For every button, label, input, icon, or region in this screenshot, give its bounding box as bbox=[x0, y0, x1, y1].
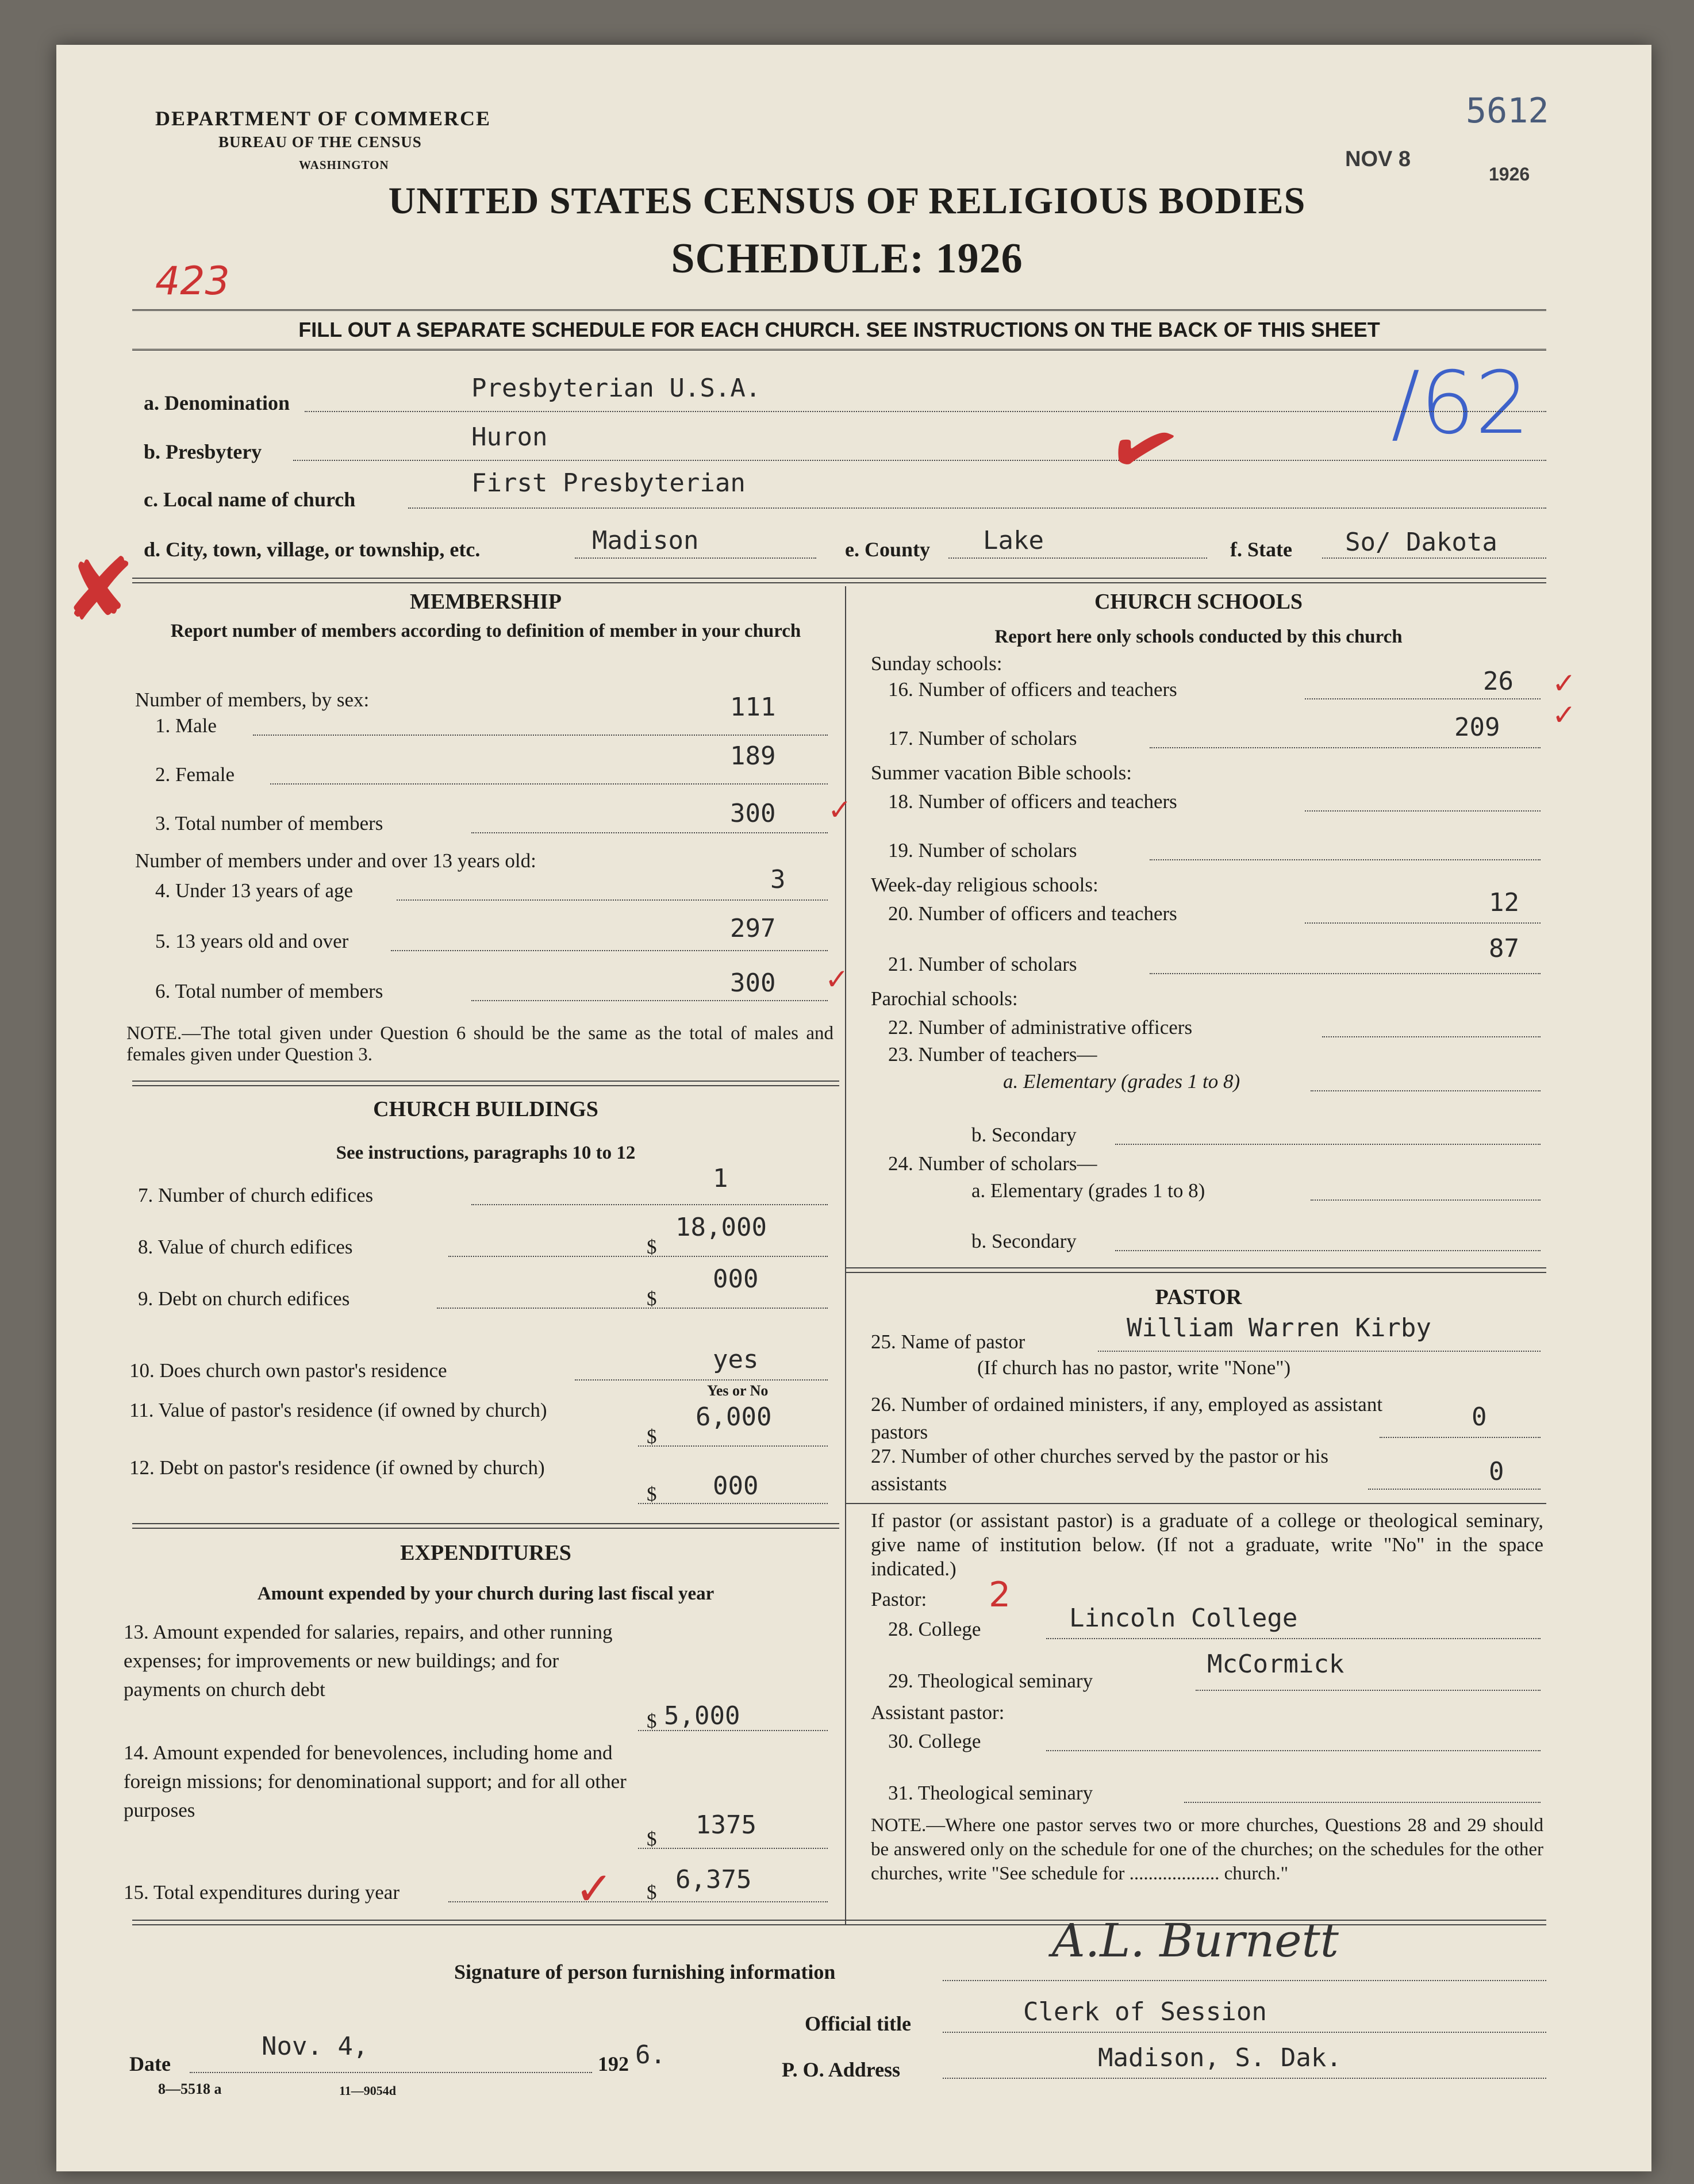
date-value[interactable]: Nov. 4, bbox=[262, 2032, 368, 2061]
dollar-sign: $ bbox=[647, 1287, 657, 1310]
q6-value[interactable]: 300 bbox=[730, 968, 776, 998]
po-address-value[interactable]: Madison, S. Dak. bbox=[1098, 2043, 1342, 2073]
state-line bbox=[1322, 557, 1546, 559]
stamp-number: 5612 bbox=[1466, 91, 1549, 131]
city-line bbox=[575, 557, 816, 559]
assistant-pastor-subheading: Assistant pastor: bbox=[871, 1701, 1005, 1724]
q24a-line bbox=[1311, 1199, 1541, 1201]
q3-label: 3. Total number of members bbox=[155, 812, 383, 835]
q25-value[interactable]: William Warren Kirby bbox=[1127, 1313, 1431, 1343]
weekday-schools-heading: Week-day religious schools: bbox=[871, 874, 1098, 896]
q20-value[interactable]: 12 bbox=[1489, 888, 1519, 917]
red-check-mark: ✓ bbox=[828, 793, 852, 826]
q29-line bbox=[1196, 1690, 1541, 1691]
date-label: Date bbox=[129, 2052, 171, 2075]
q5-value[interactable]: 297 bbox=[730, 914, 776, 943]
q14-value[interactable]: 1375 bbox=[696, 1810, 756, 1840]
print-code: 11—9054d bbox=[339, 2083, 397, 2098]
q26-label: 26. Number of ordained ministers, if any, employed as assistant pastors bbox=[871, 1393, 1383, 1443]
stamp-year: 1926 bbox=[1489, 164, 1530, 184]
dollar-sign: $ bbox=[647, 1828, 657, 1850]
q7-label: 7. Number of church edifices bbox=[138, 1184, 374, 1206]
q27-label: 27. Number of other churches served by the pastor or his assistants bbox=[871, 1445, 1329, 1495]
po-address-label: P. O. Address bbox=[782, 2058, 901, 2081]
local-name-value[interactable]: First Presbyterian bbox=[471, 468, 746, 498]
q15-value[interactable]: 6,375 bbox=[675, 1865, 752, 1894]
q20-line bbox=[1305, 922, 1541, 924]
q19-line bbox=[1150, 859, 1541, 860]
column-divider bbox=[845, 586, 846, 1925]
by-sex-intro: Number of members, by sex: bbox=[135, 689, 370, 711]
local-name-label: c. Local name of church bbox=[144, 488, 356, 511]
q18-line bbox=[1305, 810, 1541, 812]
q24b-label: b. Secondary bbox=[971, 1230, 1077, 1252]
date-year-prefix: 192 bbox=[598, 2052, 629, 2075]
q16-line bbox=[1305, 698, 1541, 699]
sunday-schools-heading: Sunday schools: bbox=[871, 652, 1002, 675]
q4-label: 4. Under 13 years of age bbox=[155, 879, 354, 902]
dollar-sign: $ bbox=[647, 1236, 657, 1258]
state-value[interactable]: So/ Dakota bbox=[1345, 528, 1497, 557]
q18-label: 18. Number of officers and teachers bbox=[888, 790, 1177, 813]
red-check-mark: ✓ bbox=[1552, 698, 1576, 732]
q9-value[interactable]: 000 bbox=[713, 1264, 759, 1294]
q15-line bbox=[448, 1901, 828, 1902]
q16-label: 16. Number of officers and teachers bbox=[888, 678, 1177, 701]
q24a-label: a. Elementary (grades 1 to 8) bbox=[971, 1179, 1205, 1202]
q17-value[interactable]: 209 bbox=[1454, 713, 1500, 742]
q27-value[interactable]: 0 bbox=[1489, 1457, 1504, 1486]
q19-label: 19. Number of scholars bbox=[888, 839, 1077, 862]
blue-annotation: /62 bbox=[1391, 353, 1530, 453]
presbytery-value[interactable]: Huron bbox=[471, 422, 548, 452]
presbytery-line bbox=[293, 460, 1546, 461]
q12-label: 12. Debt on pastor's residence (if owned by church) bbox=[129, 1456, 545, 1479]
q12-value[interactable]: 000 bbox=[713, 1471, 759, 1501]
q23b-line bbox=[1115, 1144, 1541, 1145]
section-divider bbox=[846, 1267, 1546, 1273]
q29-value[interactable]: McCormick bbox=[1207, 1649, 1345, 1679]
q13-label: 13. Amount expended for salaries, repairs, and other running expenses; for improvements or new buildings; and for payments on church debt bbox=[124, 1621, 613, 1701]
signature-line bbox=[943, 1980, 1546, 1981]
q9-line bbox=[437, 1308, 828, 1309]
schools-title: CHURCH SCHOOLS bbox=[1094, 590, 1303, 614]
q24-label: 24. Number of scholars— bbox=[888, 1152, 1097, 1175]
q31-line bbox=[1184, 1802, 1541, 1803]
dollar-sign: $ bbox=[647, 1483, 657, 1505]
city-value[interactable]: Madison bbox=[592, 526, 699, 555]
age-intro: Number of members under and over 13 years old: bbox=[135, 849, 536, 872]
q22-label: 22. Number of administrative officers bbox=[888, 1016, 1193, 1039]
q23a-label: a. Elementary (grades 1 to 8) bbox=[1003, 1070, 1240, 1093]
q23b-label: b. Secondary bbox=[971, 1124, 1077, 1146]
q5-label: 5. 13 years old and over bbox=[155, 930, 349, 952]
q28-value[interactable]: Lincoln College bbox=[1069, 1604, 1298, 1633]
county-label: e. County bbox=[845, 538, 931, 561]
q17-label: 17. Number of scholars bbox=[888, 727, 1077, 749]
expenditures-subtitle: Amount expended by your church during last fiscal year bbox=[257, 1583, 715, 1604]
q24b-line bbox=[1115, 1250, 1541, 1251]
graduate-intro: If pastor (or assistant pastor) is a graduate of a college or theological seminary, give name of institution below. (If not a graduate, write "No" in the space indicated.) bbox=[871, 1509, 1543, 1580]
signature: A.L. Burnett bbox=[1052, 1914, 1339, 1967]
q16-value[interactable]: 26 bbox=[1483, 667, 1514, 696]
parochial-schools-heading: Parochial schools: bbox=[871, 987, 1018, 1010]
q28-label: 28. College bbox=[888, 1618, 981, 1640]
official-title-value[interactable]: Clerk of Session bbox=[1023, 1997, 1267, 2027]
q25-line bbox=[1098, 1351, 1541, 1352]
q11-line bbox=[638, 1445, 828, 1447]
q6-label: 6. Total number of members bbox=[155, 980, 383, 1002]
red-check-mark: ✓ bbox=[575, 1862, 614, 1916]
form-title: UNITED STATES CENSUS OF RELIGIOUS BODIES bbox=[388, 180, 1306, 222]
expenditures-title: EXPENDITURES bbox=[400, 1541, 571, 1565]
q23-label: 23. Number of teachers— bbox=[888, 1043, 1097, 1066]
q3-line bbox=[471, 832, 828, 833]
pastor-subheading: Pastor: bbox=[871, 1588, 927, 1610]
membership-title: MEMBERSHIP bbox=[410, 590, 562, 614]
q17-line bbox=[1150, 747, 1541, 748]
q30-label: 30. College bbox=[888, 1730, 981, 1752]
denomination-line bbox=[305, 411, 1546, 412]
q7-value[interactable]: 1 bbox=[713, 1164, 728, 1193]
q23a-line bbox=[1311, 1090, 1541, 1091]
official-title-label: Official title bbox=[805, 2012, 911, 2035]
schedule-title: SCHEDULE: 1926 bbox=[671, 235, 1023, 282]
red-check-mark: ✓ bbox=[1552, 667, 1576, 700]
q5-line bbox=[391, 950, 828, 951]
q21-label: 21. Number of scholars bbox=[888, 953, 1077, 975]
q1-value[interactable]: 111 bbox=[730, 693, 776, 722]
q25-label: 25. Name of pastor bbox=[871, 1331, 1025, 1353]
form-code: 8—5518 a bbox=[158, 2081, 222, 2097]
q8-value[interactable]: 18,000 bbox=[675, 1213, 767, 1242]
q29-label: 29. Theological seminary bbox=[888, 1670, 1093, 1692]
pastor-note: NOTE.—Where one pastor serves two or more churches, Questions 28 and 29 should be answered only on the schedule for one of the churches; on the schedules for the other churches, write "See schedule for ................... church." bbox=[871, 1815, 1543, 1884]
q28-line bbox=[1046, 1638, 1541, 1639]
q3-value[interactable]: 300 bbox=[730, 799, 776, 828]
q15-label: 15. Total expenditures during year bbox=[124, 1881, 400, 1904]
dollar-sign: $ bbox=[647, 1881, 657, 1904]
dollar-sign: $ bbox=[647, 1425, 657, 1448]
buildings-subtitle: See instructions, paragraphs 10 to 12 bbox=[336, 1143, 636, 1163]
county-line bbox=[948, 557, 1207, 559]
q8-line bbox=[448, 1256, 828, 1257]
q10-label: 10. Does church own pastor's residence bbox=[129, 1359, 447, 1382]
city-label: d. City, town, village, or township, etc. bbox=[144, 538, 481, 561]
bureau-name: BUREAU OF THE CENSUS bbox=[218, 133, 422, 151]
q11-value[interactable]: 6,000 bbox=[696, 1402, 772, 1432]
official-title-line bbox=[943, 2032, 1546, 2033]
po-address-line bbox=[943, 2078, 1546, 2079]
red-annotation-2: 2 bbox=[989, 1575, 1011, 1615]
state-label: f. State bbox=[1230, 538, 1292, 561]
q4-line bbox=[397, 899, 828, 901]
denomination-value[interactable]: Presbyterian U.S.A. bbox=[471, 374, 761, 403]
q10-hint: Yes or No bbox=[707, 1382, 769, 1399]
local-name-line bbox=[408, 507, 1546, 509]
q14-label: 14. Amount expended for benevolences, including home and foreign missions; for denominational support; and for all other purposes bbox=[124, 1741, 627, 1821]
q31-label: 31. Theological seminary bbox=[888, 1782, 1093, 1804]
pastor-title: PASTOR bbox=[1155, 1285, 1242, 1309]
q30-line bbox=[1046, 1750, 1541, 1751]
q26-value[interactable]: 0 bbox=[1472, 1402, 1487, 1432]
section-divider bbox=[846, 1503, 1546, 1504]
q2-value[interactable]: 189 bbox=[730, 741, 776, 771]
q14-line bbox=[638, 1848, 828, 1849]
q1-line bbox=[253, 735, 828, 736]
date-line bbox=[190, 2072, 592, 2073]
q6-line bbox=[471, 1000, 828, 1001]
denomination-label: a. Denomination bbox=[144, 391, 290, 414]
buildings-title: CHURCH BUILDINGS bbox=[373, 1097, 598, 1121]
q20-label: 20. Number of officers and teachers bbox=[888, 902, 1177, 925]
q27-line bbox=[1368, 1489, 1541, 1490]
city-name: WASHINGTON bbox=[299, 158, 389, 172]
red-check-mark: ✔ bbox=[1095, 393, 1191, 505]
section-divider bbox=[132, 1081, 839, 1086]
q8-label: 8. Value of church edifices bbox=[138, 1236, 353, 1258]
q13-value[interactable]: 5,000 bbox=[664, 1701, 740, 1731]
q2-line bbox=[270, 783, 828, 785]
section-divider bbox=[132, 578, 1546, 583]
date-year-value[interactable]: 6. bbox=[635, 2040, 666, 2070]
q11-label: 11. Value of pastor's residence (if owned by church) bbox=[129, 1399, 547, 1421]
red-annotation-number: 423 bbox=[155, 259, 230, 304]
red-check-mark: ✓ bbox=[825, 963, 849, 996]
q21-line bbox=[1150, 973, 1541, 974]
dollar-sign: $ bbox=[647, 1710, 657, 1732]
q22-line bbox=[1322, 1036, 1541, 1037]
q21-value[interactable]: 87 bbox=[1489, 934, 1519, 963]
q10-line bbox=[575, 1379, 828, 1381]
q12-line bbox=[638, 1503, 828, 1504]
presbytery-label: b. Presbytery bbox=[144, 440, 262, 463]
membership-note: NOTE.—The total given under Question 6 should be the same as the total of males and females given under Question 3. bbox=[126, 1023, 833, 1065]
q2-label: 2. Female bbox=[155, 763, 235, 786]
membership-subtitle: Report number of members according to definition of member in your church bbox=[170, 621, 801, 641]
q4-value[interactable]: 3 bbox=[770, 865, 786, 894]
county-value[interactable]: Lake bbox=[983, 526, 1044, 555]
section-divider bbox=[132, 1523, 839, 1529]
instruction-bar: FILL OUT A SEPARATE SCHEDULE FOR EACH CHURCH. SEE INSTRUCTIONS ON THE BACK OF THIS SHEET bbox=[132, 309, 1546, 351]
department-name: DEPARTMENT OF COMMERCE bbox=[155, 107, 491, 130]
summer-schools-heading: Summer vacation Bible schools: bbox=[871, 762, 1132, 784]
q1-label: 1. Male bbox=[155, 714, 217, 737]
q26-line bbox=[1380, 1437, 1541, 1438]
signature-label: Signature of person furnishing information bbox=[454, 1960, 836, 1983]
q9-label: 9. Debt on church edifices bbox=[138, 1287, 350, 1310]
red-check-mark: ✘ bbox=[63, 540, 136, 640]
q10-value[interactable]: yes bbox=[713, 1345, 759, 1374]
schools-subtitle: Report here only schools conducted by this church bbox=[994, 626, 1403, 647]
stamp-date: NOV 8 bbox=[1345, 147, 1411, 171]
q25-hint: (If church has no pastor, write "None") bbox=[977, 1356, 1291, 1379]
q7-line bbox=[471, 1204, 828, 1205]
